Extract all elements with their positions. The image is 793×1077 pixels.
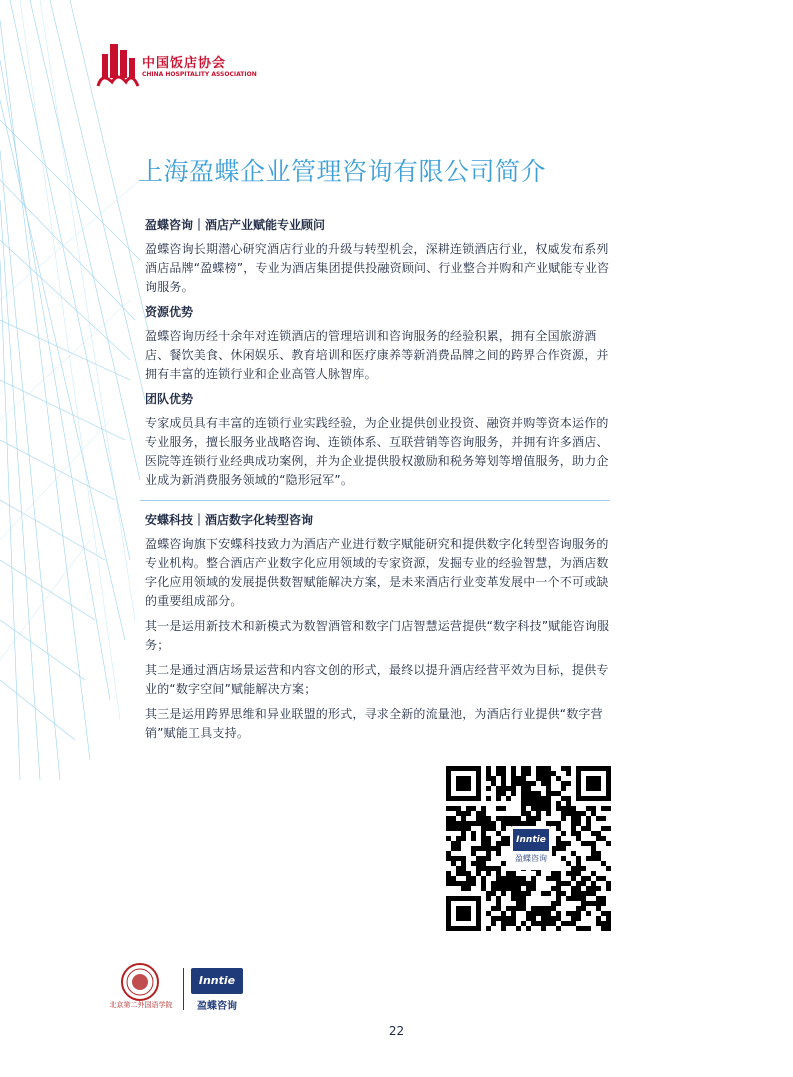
china-hospitality-association-logo: [96, 42, 256, 88]
section-divider: [140, 500, 610, 501]
footer-divider: [183, 968, 184, 1010]
company-introduction: [145, 210, 615, 749]
logo-chinese-name: 中国饭店协会: [142, 56, 227, 71]
page-number: 22: [388, 1024, 405, 1038]
decorative-lines: [0, 0, 150, 780]
inntie-logo: Inntie: [191, 968, 243, 994]
section-heading-team: 团队优势: [145, 392, 194, 406]
section-paragraph: 其二是通过酒店场景运营和内容文创的形式，最终以提升酒店经营平效为目标，提供专业的“数字空间”赋能解决方案；: [145, 663, 609, 696]
section-heading-resources: 资源优势: [145, 305, 194, 319]
section-paragraph: 专家成员具有丰富的连锁行业实践经验，为企业提供创业投资、融资并购等资本运作的专业服务，擅长服务业战略咨询、连锁体系、互联营销等咨询服务，并拥有许多酒店、医院等连锁行业经典成功案例，并为企业提供股权激励和税务筹划等增值服务，助力企业成为新消费服务领域的“隐形冠军”。: [145, 416, 609, 487]
section-paragraph: 盈蝶咨询旗下安蝶科技致力为酒店产业进行数字赋能研究和提供数字化转型咨询服务的专业机构。整合酒店产业数字化应用领域的专家资源，发掘专业的经验智慧，为酒店数字化应用领域的发展提供数智赋能解决方案，是未来酒店行业变革发展中一个不可或缺的重要组成部分。: [145, 537, 609, 608]
university-name: 北京第二外国语学院: [109, 1001, 173, 1009]
section-heading-consulting: 盈蝶咨询｜酒店产业赋能专业顾问: [145, 218, 326, 232]
section-paragraph: 盈蝶咨询长期潜心研究酒店行业的升级与转型机会，深耕连锁酒店行业，权威发布系列酒店品牌“盈蝶榜”，专业为酒店集团提供投融资顾问、行业整合并购和产业赋能专业咨询服务。: [145, 242, 610, 294]
qr-center-logo: [510, 826, 552, 870]
page-title: 上海盈蝶企业管理咨询有限公司简介: [138, 157, 547, 186]
building-logo-icon: [96, 42, 140, 88]
logo-english-name: CHINA HOSPITALITY ASSOCIATION: [142, 71, 257, 78]
inntie-logo-cn: 盈蝶咨询: [197, 1001, 237, 1012]
qr-badge-cn: 盈蝶咨询: [515, 854, 547, 863]
qr-badge-en: Inntie: [513, 829, 549, 851]
section-heading-digital: 安蝶科技｜酒店数字化转型咨询: [145, 513, 314, 527]
section-paragraph: 其一是运用新技术和新模式为数智酒管和数字门店智慧运营提供“数字科技”赋能咨询服务；: [145, 619, 610, 652]
section-paragraph: 盈蝶咨询历经十余年对连锁酒店的管理培训和咨询服务的经验积累，拥有全国旅游酒店、餐饮美食、休闲娱乐、教育培训和医疗康养等新消费品牌之间的跨界合作资源，并拥有丰富的连锁行业和企业高管人脉智库。: [145, 329, 609, 381]
section-paragraph: 其三是运用跨界思维和异业联盟的形式，寻求全新的流量池，为酒店行业提供“数字营销”赋能工具支持。: [145, 707, 603, 740]
